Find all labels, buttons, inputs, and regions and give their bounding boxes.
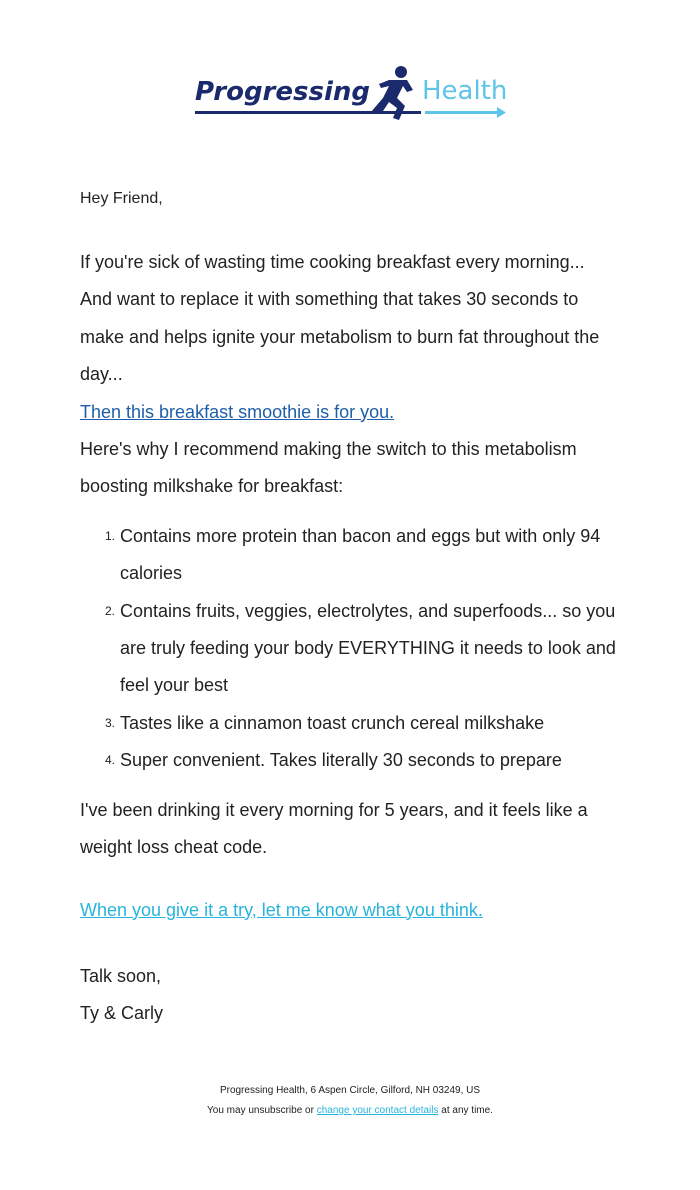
try-link-paragraph [80,892,625,929]
logo-word-health: Health [422,76,508,106]
arrow-head-icon [497,107,506,118]
signoff: Talk soon, [80,965,162,986]
smoothie-link[interactable]: Then this breakfast smoothie is for you. [80,401,395,422]
benefits-list [80,518,625,780]
email-main-text [80,244,625,1033]
footer-address: Progressing Health, 6 Aspen Circle, Gilford, NH 03249, US [219,1085,481,1096]
list-item-number: 4. [105,753,116,768]
try-link[interactable]: When you give it a try, let me know what you think. [80,899,483,920]
why-paragraph: Here's why I recommend making the switch to this metabolism boosting milkshake for breakfast: [80,439,577,497]
logo-word-progressing: Progressing [195,77,370,107]
unsubscribe-prefix: You may unsubscribe or [207,1105,314,1116]
list-item-text: Tastes like a cinnamon toast crunch cereal milkshake [120,712,545,733]
intro-paragraph-1: If you're sick of wasting time cooking breakfast every morning... [80,252,585,272]
footer-unsubscribe-line [0,1101,700,1121]
list-item [105,705,625,742]
intro-paragraph-2: And want to replace it with something that takes 30 seconds to make and helps ignite your metabolism to burn fat throughout the day... [80,289,600,385]
list-item-number: 2. [105,603,116,618]
logo-underline-left [195,111,421,114]
change-contact-details-link[interactable]: change your contact details [316,1105,439,1116]
smoothie-link-paragraph [80,394,625,431]
brand-logo[interactable] [193,64,509,124]
unsubscribe-suffix: at any time. [441,1105,493,1116]
list-item-text: Contains more protein than bacon and eggs but with only 94 calories [120,525,601,584]
list-item-number: 1. [105,528,116,543]
list-item [105,518,625,593]
email-footer [0,1081,700,1121]
list-item [105,593,625,705]
logo-underline-right [425,111,499,114]
drinking-paragraph: I've been drinking it every morning for 5 years, and it feels like a weight loss cheat code. [80,799,588,858]
list-item-text: Contains fruits, veggies, electrolytes, and superfoods... so you are truly feeding your body EVERYTHING it needs to look and feel your best [120,600,616,696]
list-item [105,742,625,779]
brand-logo-graphic [193,64,509,124]
signature: Ty & Carly [80,1003,164,1024]
list-item-text: Super convenient. Takes literally 30 seconds to prepare [120,750,562,771]
greeting: Hey Friend, [80,190,163,207]
list-item-number: 3. [105,715,116,730]
